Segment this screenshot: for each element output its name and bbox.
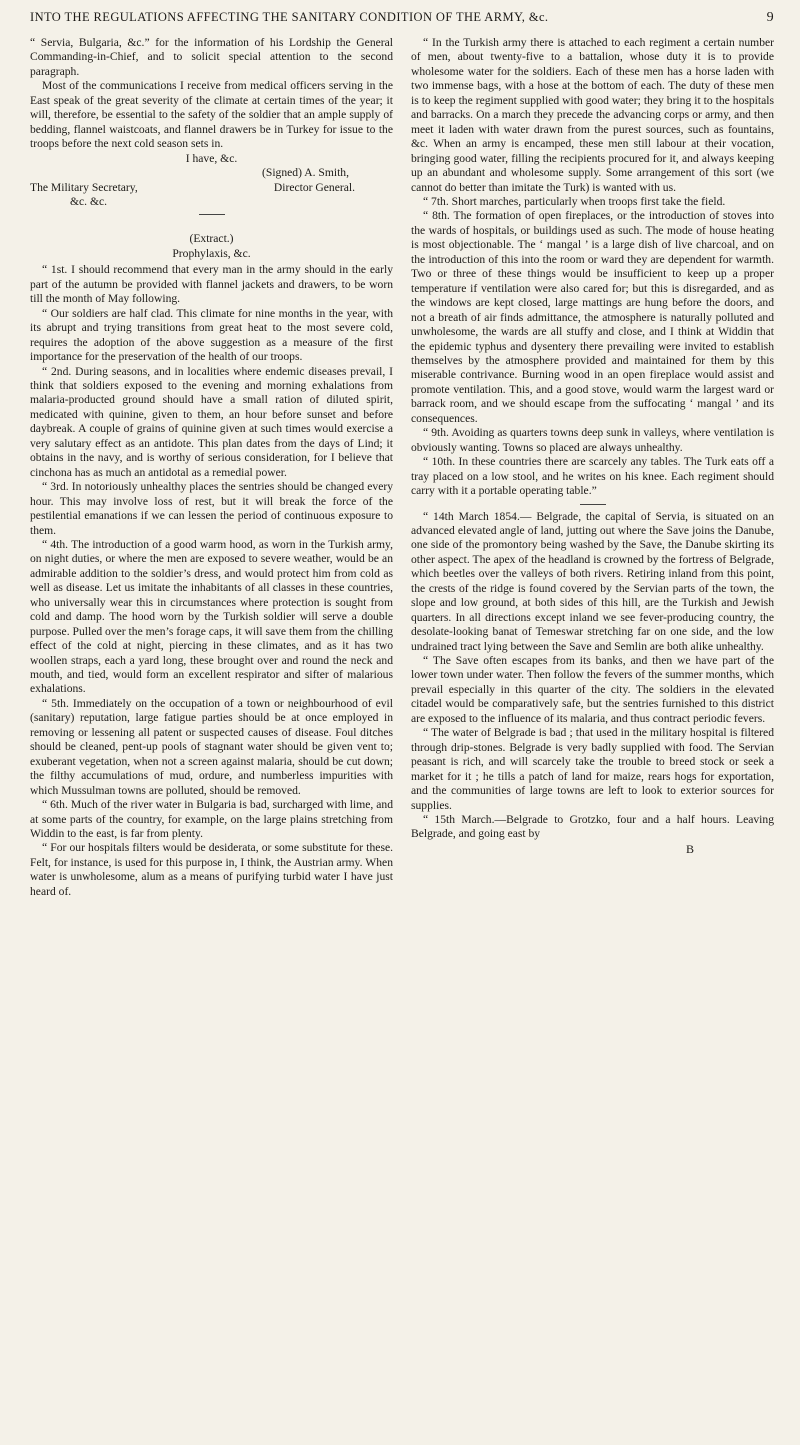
paragraph: “ 14th March 1854.— Belgrade, the capital of Servia, is situated on an advanced elevated angle of land, jutting out where the Save joins the Danube, one side of the promontory being washed by the Save, the Danube skirting its other aspect. The apex of the headland is crowned by the fortress of Belgrade, which beetles over the valleys of both rivers. Retiring inland from this point, the crests of the ridge is found covered by the Servian parts of the town, the slope and low ground, at both sides of this hill, are the Turkish and Jewish quarters. In all directions except inland we see fever-producing country, the desolate-looking banat of Temeswar stretching far on one side, and the low undrained tract lying between the Save and Semlin are both alike unhealthy. — [411, 509, 774, 653]
etc-line: &c. &c. — [70, 194, 108, 208]
signed-line: (Signed) A. Smith, — [262, 166, 349, 180]
signature-mark: B — [685, 841, 694, 856]
office-title: Director General. — [273, 180, 355, 194]
addressee: The Military Secretary, — [30, 180, 138, 194]
paragraph: Most of the communications I receive from medical officers serving in the East speak of the great severity of the climate at certain times of the year; it will, therefore, be essential to the safety of the soldier that an ample supply of bedding, flannel waistcoats, and flannel drawers be in Turkey for issue to the troops before the next cold season sets in. — [30, 79, 393, 151]
paragraph: “ 5th. Immediately on the occupation of a town or neighbourhood of evil (sanitary) reputation, large fatigue parties should be at once employed in removing or lessening all patent or suspected causes of disease. Foul ditches should be cleaned, pent-up pools of stagnant water should be given vent to; exuberant vegetation, when not a screen against malaria, should be cut down; the filthy accumulations of mud, ordure, and numberless impurities with which Mussulman towns are polluted, should be removed. — [30, 696, 393, 797]
signature-block — [30, 152, 393, 210]
paragraph: “ 9th. Avoiding as quarters towns deep sunk in valleys, where ventilation is obviously wanting. Towns so placed are always unhealthy. — [411, 426, 774, 454]
right-column — [411, 36, 774, 899]
paragraph: “ 7th. Short marches, particularly when troops first take the field. — [423, 194, 726, 208]
divider — [580, 504, 606, 505]
two-column-body — [30, 36, 774, 899]
paragraph: “ 8th. The formation of open fireplaces, or the introduction of stoves into the wards of hospitals, or buildings used as such. The mode of house heating is most objectionable. The ‘ mangal ’ is a large dish of live charcoal, and on the introduction of this into the room or ward they are dependent for warmth. Two or three of these things would be insufficient to keep up a proper temperature if ventilation were also cared for; but this is disregarded, and as the windows are kept closed, large mattings are hung before the doors, and not a breath of air finds admittance, the atmosphere is naturally polluted and unwholesome, the wards are all stuffy and close, and I think at Widdin that the epidemic typhus and dysentery there prevailing were invited to establish themselves by the atmosphere provided and maintained for them by this miserable contrivance. Burning wood in an open fireplace would assist and promote ventilation. This, and a good stove, would warm the largest ward or barrack room, and we should escape from the suffocating ‘ mangal ’ and its consequences. — [411, 209, 774, 425]
paragraph: “ 6th. Much of the river water in Bulgaria is bad, surcharged with lime, and at some parts of the country, for example, on the large plains stretching from Widdin to the east, is far from plenty. — [30, 798, 393, 841]
running-header — [30, 10, 774, 32]
paragraph: “ Servia, Bulgaria, &c.” for the information of his Lordship the General Commanding-in-Chief, and to solicit special attention to the second paragraph. — [30, 36, 393, 78]
closing: I have, &c. — [185, 151, 238, 165]
paragraph: “ The water of Belgrade is bad ; that used in the military hospital is filtered through drip-stones. Belgrade is very badly supplied with food. The Servian peasant is rich, and will scarcely take the trouble to breed stock or seek a market for it ; he tills a patch of land for maize, rears hogs for exportation, and the communities of large towns are left to look to exterior sources for supplies. — [411, 726, 774, 812]
paragraph: “ The Save often escapes from its banks, and then we have part of the lower town under water. Then follow the fevers of the summer months, which prevail especially in this quarter of the city. The soldiers in the elevated citadel would be comparatively safe, but the sentries furnished to this district are exposed to the influence of its malaria, and thus contract periodic fevers. — [411, 654, 774, 725]
paragraph: “ 4th. The introduction of a good warm hood, as worn in the Turkish army, on night duties, or where the men are exposed to severe weather, would be an admirable addition to the soldier’s dress, and would protect him from cold as well as disease. Let us imitate the inhabitants of all classes in these countries, who universally wear this in circumstances where protection is sought from cold and damp. The hood worn by the Turkish soldier will serve a double purpose. Pulled over the men’s forage caps, it will save them from the chilling effect of the cold at night, piercing in these climates, and as it has two woollen straps, each a yard long, these brought over and round the neck and mouth, and tied, would form an excellent respirator and sifter of malarious exhalations. — [30, 537, 393, 696]
paragraph: “ Our soldiers are half clad. This climate for nine months in the year, with its abrupt and trying transitions from great heat to the most severe cold, requires the adoption of the above suggestion as a measure of the first importance for the preservation of the health of our troops. — [30, 306, 393, 364]
prophylaxis-heading: Prophylaxis, &c. — [172, 246, 251, 260]
paragraph: “ 2nd. During seasons, and in localities where endemic diseases prevail, I think that soldiers exposed to the evening and morning exhalations from malaria-producted ground should have a small ration of diluted spirit, medicated with quinine, given to them, an hour before sunset and before daybreak. A couple of grains of quinine given at such times would exercise a very salutary effect as an antidote. This plan dates from the days of Lind; it obtains in the navy, and is worthy of serious consideration, for I believe that cinchona has as much an antidotal as a remedial power. — [30, 364, 393, 479]
paragraph: “ 10th. In these countries there are scarcely any tables. The Turk eats off a tray placed on a low stool, and he writes on his knee. Each regiment should carry with it a portable operating table.” — [411, 455, 774, 498]
divider — [199, 214, 225, 215]
addressee-row — [30, 181, 393, 195]
paragraph: “ In the Turkish army there is attached to each regiment a certain number of men, about twenty-five to a battalion, whose duty it is to provide wholesome water for the soldiers. Each of these men has a horse laden with two immense bags, with a hose at the bottom of each. The duty of these men is to keep the regiment supplied with good water; they bring it to the hospitals and barracks. On a march they precede the advancing corps or army, and then meet it laden with water drawn from the purest sources, such as fountains, &c. When an army is encamped, these men still labour at their vocation, bringing good water, filling the recipients procured for it, and always keeping up an abundant and wholesome supply. Some arrangement of this sort (we cannot do better than imitate the Turk) is wanted with us. — [411, 36, 774, 194]
paragraph: “ 15th March.—Belgrade to Grotzko, four and a half hours. Leaving Belgrade, and going east by — [411, 813, 774, 841]
page-number: 9 — [766, 10, 774, 25]
paragraph: “ 1st. I should recommend that every man in the army should in the early part of the autumn be provided with flannel jackets and drawers, to be worn till the month of May following. — [30, 263, 393, 306]
extract-heading: (Extract.) — [189, 232, 234, 246]
paragraph: “ For our hospitals filters would be desiderata, or some substitute for these. Felt, for instance, is used for this purpose in, I think, the Austrian army. When water is unwholesome, alum as a means of purifying turbid water I have just heard of. — [30, 841, 393, 898]
paragraph: “ 3rd. In notoriously unhealthy places the sentries should be changed every hour. This may involve loss of rest, but it will break the force of the pestilential emanations if we can lessen the period of continuous exposure to them. — [30, 480, 393, 537]
running-title: INTO THE REGULATIONS AFFECTING THE SANITARY CONDITION OF THE ARMY, &c. — [30, 10, 549, 24]
left-column — [30, 36, 393, 899]
